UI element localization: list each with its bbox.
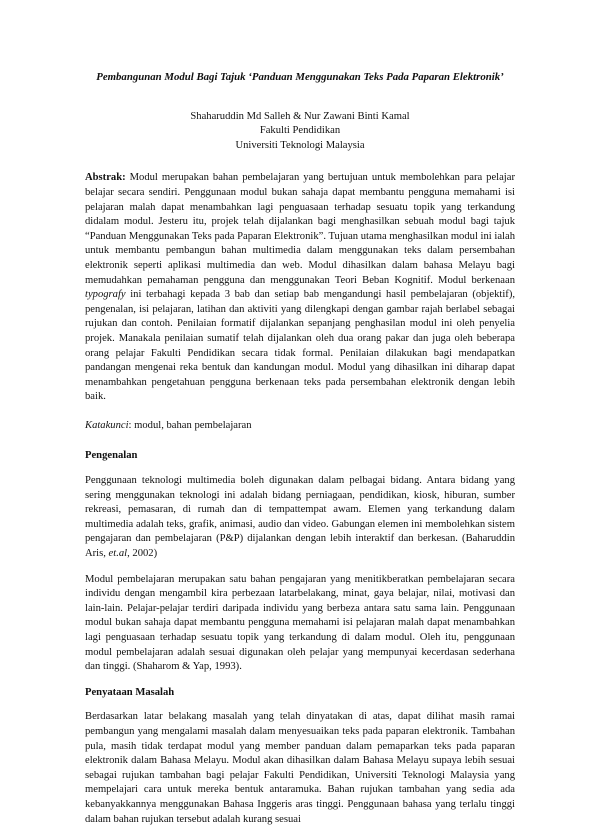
keywords-line <box>85 419 515 434</box>
paper-title: Pembangunan Modul Bagi Tajuk ‘Panduan Menggunakan Teks Pada Paparan Elektronik’ <box>96 71 504 83</box>
pengenalan-p1-text-b: , 2002) <box>127 548 158 560</box>
author-names: Shaharuddin Md Salleh & Nur Zawani Binti Kamal <box>190 110 410 122</box>
abstract-italic-term: typografy <box>85 289 126 301</box>
author-block <box>85 110 515 154</box>
pengenalan-p1-italic: et.al <box>108 548 128 560</box>
pengenalan-paragraph-1 <box>85 474 515 562</box>
keywords-text: : modul, bahan pembelajaran <box>128 419 252 431</box>
penyataan-masalah-paragraph-1: Berdasarkan latar belakang masalah yang telah dinyatakan di atas, dapat dilihat masih ramai pembangun yang mengalami masalah dalam menyesuaikan teks pada paparan elektronik. Tambahan pula, masih tidak terdapat modul yang member panduan dalam pemaparkan teks pada paparan elektronik dalam Bahasa Melayu. Modul akan dihasilkan dalam Bahasa Melayu supaya lebih sesuai sebagai rujukan tambahan bagi pelajar Fakulti Pendidikan, Universiti Teknologi Malaysia yang mempelajari cara untuk mereka bentuk antaramuka. Bahan rujukan tambahan yang sedia ada kebanyakkannya menggunakan Bahasa Inggeris aras tinggi. Penggunaan bahasa yang terlalu tinggi dalam bahan rujukan tersebut adalah kurang sesuai <box>85 711 515 825</box>
author-faculty: Fakulti Pendidikan <box>259 125 341 137</box>
pengenalan-paragraph-2: Modul pembelajaran merupakan satu bahan pengajaran yang menitikberatkan pembelajaran secara individu dengan mengambil kira perbezaan latarbelakang, minat, gaya belajar, nilai, motivasi dan lain-lain. Pelajar-pelajar terdiri daripada individu yang berbeza antara satu sama lain. Penggunaan modul bukan sahaja dapat membantu pengguna memahami isi pelajaran malah dapat menambahkan lagi penguasaan terhadap sesuatu topik yang terkandung di dalam modul. Oleh itu, penggunaan modul pembelajaran adalah sesuai digunakan oleh pelajar yang mempunyai kecerdasan sederhana dan tinggi. (Shaharom & Yap, 1993). <box>85 573 515 673</box>
author-university: Universiti Teknologi Malaysia <box>235 139 365 151</box>
abstract-paragraph <box>85 171 515 405</box>
section-heading-pengenalan: Pengenalan <box>85 450 138 462</box>
keywords-label: Katakunci <box>85 419 129 431</box>
abstract-text-part2: ini terbahagi kepada 3 bab dan setiap bab mengandungi hasil pembelajaran (objektif), pengenalan, isi pelajaran, latihan dan aktiviti yang dilengkapi dengan gambar rajah berlabel sebagai rujukan dan contoh. Penilaian formatif dijalankan sepanjang penghasilan modul ini oleh penyelia projek. Manakala penilaian sumatif telah dijalankan oleh dua orang pakar dan juga oleh beberapa orang pelajar Fakulti Pendidikan secara tidak formal. Penilaian dilakukan bagi mendapatkan pandangan mengenai reka bentuk dan kandungan modul. Modul yang dihasilkan ini diharap dapat menambahkan pengetahuan pengguna berkenaan teks pada persembahan elektronik dengan lebih baik. <box>85 289 515 403</box>
abstract-label: Abstrak: <box>85 172 126 184</box>
abstract-text-part1: Modul merupakan bahan pembelajaran yang bertujuan untuk membolehkan para pelajar belajar secara sendiri. Penggunaan modul bukan sahaja dapat membantu pengguna memahami isi pelajaran malah dapat menambahkan lagi penguasaan terhadap sesuatu topik yang terkandung didalam modul. Jesteru itu, projek telah dijalankan bagi menghasilkan sebuah modul bagi tajuk “Panduan Menggunakan Teks pada Paparan Elektronik”. Tujuan utama menghasilkan modul ini ialah untuk membantu pembangun bahan multimedia dalam menggunakan teks dalam persembahan elektronik seperti aplikasi multimedia dan web. Modul dihasilkan dalam bahasa Melayu bagi memudahkan pemahaman pengguna dan menggunakan Teori Beban Kognitif. Modul berkenaan <box>85 172 515 286</box>
section-heading-penyataan-masalah: Penyataan Masalah <box>85 686 175 698</box>
pengenalan-p1-text-a: Penggunaan teknologi multimedia boleh digunakan dalam pelbagai bidang. Antara bidang yang sering menggunakan teknologi ini adalah bidang perniagaan, pendidikan, kiosk, hiburan, sumber rekreasi, pemasaran, di rumah dan di tempattempat awam. Elemen yang terkandung dalam multimedia adalah teks, grafik, animasi, audio dan video. Gabungan elemen ini membolehkan sistem pengajaran dan pembelajaran (P&P) dijalankan dengan lebih interaktif dan berkesan. (Baharuddin Aris, <box>85 475 515 560</box>
